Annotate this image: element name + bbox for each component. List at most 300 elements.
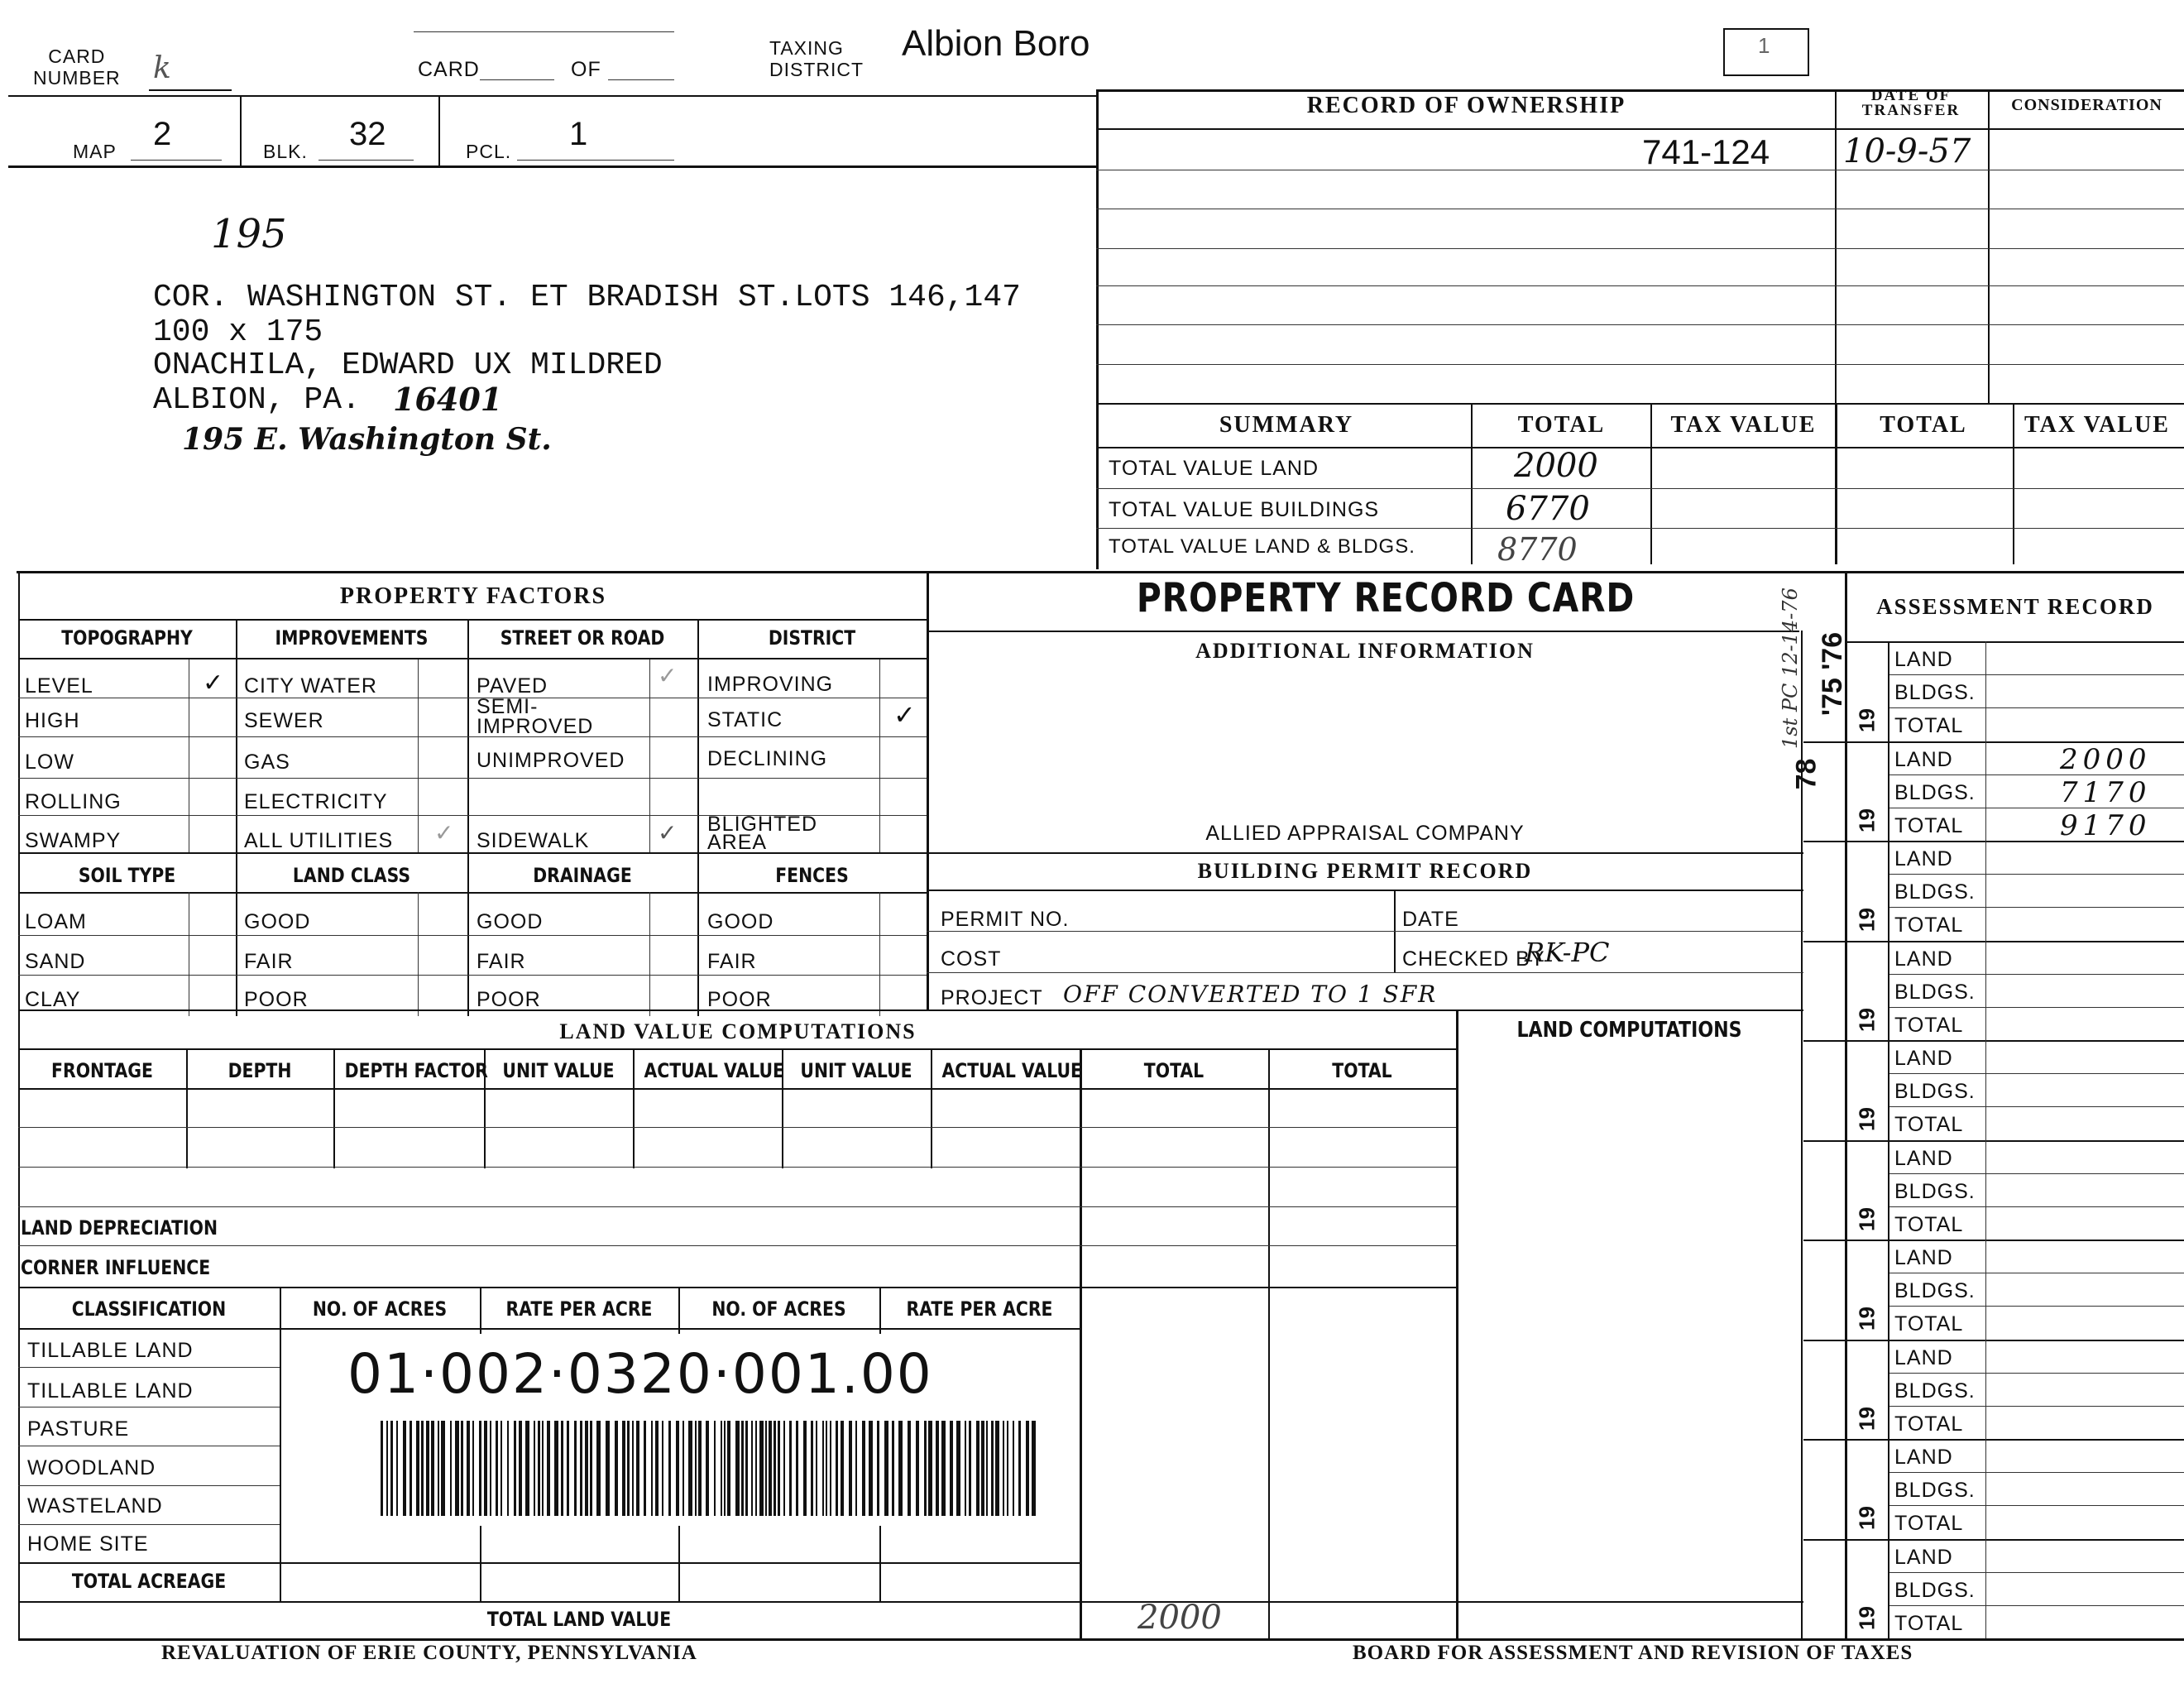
- assessment-row-rule: [1888, 1505, 2184, 1506]
- cls-row-wasteland: WASTELAND: [27, 1494, 163, 1518]
- corner-influence-label: CORNER INFLUENCE: [21, 1256, 211, 1279]
- cls-row-tillable-1: TILLABLE LAND: [27, 1339, 194, 1362]
- barcode-bar: [682, 1421, 684, 1516]
- map-row-top: [8, 95, 1096, 97]
- barcode-bar: [841, 1421, 844, 1516]
- barcode-bar: [590, 1421, 592, 1516]
- lv-header-rule: [18, 1088, 1456, 1090]
- total-acreage-label: TOTAL ACREAGE: [71, 1570, 227, 1593]
- barcode-bar: [986, 1421, 988, 1516]
- assessment-bldgs-label: BLDGS.: [1894, 1578, 1976, 1602]
- barcode-bar: [455, 1421, 459, 1516]
- assessment-row-rule: [1888, 1472, 2184, 1473]
- assessment-row-rule: [1888, 707, 2184, 708]
- assessment-bldgs-label: BLDGS.: [1894, 1279, 1976, 1302]
- ownership-row-5: [1096, 324, 2184, 325]
- lv-col-4: [633, 1048, 635, 1168]
- lv-col-8: [1268, 1048, 1270, 1638]
- summary-label-land-bldgs: TOTAL VALUE LAND & BLDGS.: [1109, 535, 1415, 558]
- barcode-bar: [778, 1421, 780, 1516]
- summary-row-2: [1096, 528, 2184, 529]
- assessment-total-label: TOTAL: [1894, 714, 1964, 737]
- barcode-bar: [627, 1421, 630, 1516]
- barcode-bar: [596, 1421, 601, 1516]
- barcode-bar: [438, 1421, 439, 1516]
- assessment-land-label: LAND: [1894, 847, 1953, 870]
- assessment-year-prefix: 19: [1854, 1107, 1880, 1131]
- cls-row-pasture: PASTURE: [27, 1417, 130, 1441]
- lv-row-3: [18, 1206, 1456, 1207]
- pcl-line: [517, 160, 674, 161]
- barcode-bar: [450, 1421, 452, 1516]
- factors-row-2: [18, 736, 927, 737]
- ownership-row-4: [1096, 285, 2184, 286]
- soil-check-2: [418, 892, 419, 1016]
- barcode-bar: [816, 1421, 817, 1516]
- permit-title-rule: [927, 890, 1803, 891]
- barcode-bar: [1026, 1421, 1029, 1516]
- land-value-title-rule: [18, 1048, 1456, 1050]
- assessment-row-rule: [1888, 1173, 2184, 1174]
- assessment-side-note: 1st PC 12-14-76: [1779, 587, 1802, 749]
- soil-row-1: [18, 935, 927, 936]
- impr-city-water: CITY WATER: [244, 674, 377, 698]
- barcode-bar: [525, 1421, 529, 1516]
- assessment-year-prefix: 19: [1854, 1406, 1880, 1431]
- assessment-land-value: 2000: [2060, 742, 2152, 776]
- cls-acres-2: NO. OF ACRES: [711, 1297, 846, 1321]
- assessment-row-rule: [1888, 1306, 2184, 1307]
- barcode-bar: [745, 1421, 748, 1516]
- building-permit-title: BUILDING PERMIT RECORD: [1197, 859, 1533, 883]
- map-divider-2: [438, 95, 440, 165]
- barcode-bar: [751, 1421, 753, 1516]
- permit-cost-label: COST: [941, 947, 1002, 971]
- assessment-row-rule: [1888, 674, 2184, 675]
- ownership-row-3: [1096, 248, 2184, 249]
- barcode-bar: [1013, 1421, 1014, 1516]
- assessment-total-label: TOTAL: [1894, 1312, 1964, 1336]
- barcode-bar: [381, 1421, 383, 1516]
- street-paved-check: ✓: [658, 662, 678, 689]
- barcode-bar: [496, 1421, 498, 1516]
- assessment-row-rule: [1888, 1605, 2184, 1606]
- barcode-bar: [796, 1421, 798, 1516]
- cls-row-tillable-2: TILLABLE LAND: [27, 1379, 194, 1403]
- improvements-header: IMPROVEMENTS: [275, 626, 429, 650]
- cls-row-rule-6: [18, 1562, 1080, 1564]
- parcel-id: 01·002·0320·001.00: [347, 1342, 933, 1406]
- district-declining: DECLINING: [707, 747, 828, 770]
- summary-title: SUMMARY: [1219, 412, 1354, 438]
- barcode-bar: [410, 1421, 412, 1516]
- barcode-bar: [554, 1421, 558, 1516]
- property-zip: 16401: [393, 381, 503, 418]
- property-line4: ALBION, PA.: [153, 382, 361, 418]
- summary-total-header: TOTAL: [1517, 412, 1606, 438]
- barcode-bar: [534, 1421, 535, 1516]
- impr-all-utilities: ALL UTILITIES: [244, 829, 394, 852]
- soil-sand: SAND: [25, 950, 86, 973]
- barcode-bar: [969, 1421, 971, 1516]
- soil-header: SOIL TYPE: [78, 864, 176, 887]
- assessment-year-prefix: 19: [1854, 908, 1880, 932]
- total-land-value-amount: 2000: [1138, 1599, 1222, 1637]
- land-class-header: LAND CLASS: [292, 864, 411, 887]
- barcode-bar: [403, 1421, 406, 1516]
- assessment-year-value: 78: [1790, 758, 1822, 789]
- assessment-block-rule: [1803, 1439, 2184, 1441]
- assessment-bldgs-label: BLDGS.: [1894, 1179, 1976, 1203]
- fences-header: FENCES: [775, 864, 849, 887]
- soil-row-2: [18, 975, 927, 976]
- fences-good: GOOD: [707, 910, 774, 933]
- summary-col-3: [1835, 403, 1837, 564]
- property-line3: ONACHILA, EDWARD UX MILDRED: [153, 348, 663, 383]
- summary-col-4: [2013, 403, 2014, 564]
- land-class-poor: POOR: [244, 988, 309, 1011]
- assessment-total-label: TOTAL: [1894, 1512, 1964, 1535]
- assessment-bldgs-label: BLDGS.: [1894, 980, 1976, 1004]
- factors-col-2: [467, 619, 469, 1016]
- assessment-row-rule: [1888, 1406, 2184, 1407]
- assessment-bldgs-value: 7170: [2060, 775, 2152, 809]
- factors-bottom: [18, 852, 927, 854]
- additional-info-company: ALLIED APPRAISAL COMPANY: [1205, 822, 1525, 845]
- assessment-row-rule: [1888, 1106, 2184, 1107]
- topo-high: HIGH: [25, 709, 80, 732]
- soil-check-4: [879, 892, 880, 1016]
- cls-row-home-site: HOME SITE: [27, 1532, 149, 1556]
- assessment-block-rule: [1803, 841, 2184, 842]
- factors-check-2: [418, 658, 419, 852]
- of-line: [608, 79, 674, 80]
- drainage-good: GOOD: [477, 910, 544, 933]
- total-land-value-label: TOTAL LAND VALUE: [486, 1608, 672, 1631]
- assessment-block-rule: [1803, 941, 2184, 942]
- barcode-bar: [668, 1421, 671, 1516]
- barcode-bar: [461, 1421, 463, 1516]
- barcode-bar: [995, 1421, 999, 1516]
- assessment-row-rule: [1888, 874, 2184, 875]
- pcl-value: 1: [569, 116, 588, 152]
- lv-row-2: [18, 1167, 1456, 1168]
- barcode-bar: [956, 1421, 960, 1516]
- box-field: [1723, 28, 1809, 76]
- footer-right: BOARD FOR ASSESSMENT AND REVISION OF TAXES: [1353, 1642, 1913, 1664]
- barcode-bar: [950, 1421, 953, 1516]
- barcode-bar: [606, 1421, 610, 1516]
- assessment-total-label: TOTAL: [1894, 1212, 1964, 1236]
- property-factors-title: PROPERTY FACTORS: [339, 583, 607, 609]
- land-class-good: GOOD: [244, 910, 311, 933]
- card-top-line: [414, 31, 674, 32]
- lv-col-frontage: FRONTAGE: [51, 1059, 153, 1082]
- street-unimproved: UNIMPROVED: [477, 749, 625, 772]
- factors-row-3: [18, 778, 927, 779]
- assessment-total-label: TOTAL: [1894, 813, 1964, 837]
- assessment-bldgs-label: BLDGS.: [1894, 1080, 1976, 1103]
- assessment-block-rule: [1803, 1040, 2184, 1042]
- assessment-total-label: TOTAL: [1894, 1013, 1964, 1037]
- permit-project-label: PROJECT: [941, 986, 1043, 1009]
- barcode-bar: [789, 1421, 792, 1516]
- ownership-bottom: [1096, 403, 2184, 405]
- barcode-bar: [724, 1421, 726, 1516]
- card-number-value: k: [153, 51, 171, 85]
- street-header: STREET OR ROAD: [500, 626, 665, 650]
- assessment-block-rule: [1803, 1140, 2184, 1142]
- barcode-bar: [421, 1421, 424, 1516]
- assessment-bldgs-label: BLDGS.: [1894, 1479, 1976, 1502]
- additional-info-title: ADDITIONAL INFORMATION: [1195, 639, 1535, 663]
- assessment-block-rule: [1803, 1539, 2184, 1541]
- assessment-year-prefix: 19: [1854, 1506, 1880, 1530]
- assessment-row-rule: [1888, 774, 2184, 775]
- barcode-bar: [567, 1421, 569, 1516]
- of-label: OF: [571, 58, 601, 81]
- barcode-bar: [644, 1421, 646, 1516]
- cls-row-rule-4: [18, 1485, 280, 1486]
- factors-col-3: [697, 619, 699, 1016]
- fences-fair: FAIR: [707, 950, 757, 973]
- map-line: [131, 160, 222, 161]
- barcode-bar: [662, 1421, 663, 1516]
- ownership-row-6: [1096, 364, 2184, 365]
- taxing-district-label: TAXING DISTRICT: [769, 37, 864, 80]
- footer-left: REVALUATION OF ERIE COUNTY, PENNSYLVANIA: [161, 1642, 697, 1664]
- impr-sewer: SEWER: [244, 709, 324, 732]
- barcode-bar: [490, 1421, 491, 1516]
- blk-value: 32: [349, 116, 386, 152]
- ownership-deed: 741-124: [1642, 132, 1770, 171]
- drainage-header: DRAINAGE: [533, 864, 632, 887]
- barcode-bar: [467, 1421, 470, 1516]
- assessment-total-value: 9170: [2060, 808, 2152, 842]
- barcode-bar: [941, 1421, 946, 1516]
- lv-col-unit-value-2: UNIT VALUE: [800, 1059, 912, 1082]
- lv-row-4: [18, 1245, 1456, 1246]
- barcode-bar: [500, 1421, 502, 1516]
- assessment-total-label: TOTAL: [1894, 1113, 1964, 1136]
- barcode-bar: [396, 1421, 398, 1516]
- barcode-bar: [1003, 1421, 1004, 1516]
- assessment-row-rule: [1888, 1572, 2184, 1573]
- ownership-col-2: [1988, 89, 1990, 404]
- land-depreciation-label: LAND DEPRECIATION: [21, 1216, 218, 1240]
- pcl-label: PCL.: [466, 141, 512, 162]
- assessment-col-2: [1985, 641, 1986, 1638]
- assessment-land-label: LAND: [1894, 1047, 1953, 1070]
- lv-col-2: [333, 1048, 335, 1168]
- barcode-bar: [869, 1421, 873, 1516]
- topo-low: LOW: [25, 750, 74, 774]
- soil-check-3: [649, 892, 650, 1016]
- factors-right-border: [927, 571, 929, 1009]
- land-class-fair: FAIR: [244, 950, 294, 973]
- factors-title-rule: [18, 619, 927, 621]
- barcode-bar: [636, 1421, 639, 1516]
- barcode-bar: [615, 1421, 618, 1516]
- street-sidewalk-check: ✓: [658, 819, 678, 846]
- barcode-bar: [622, 1421, 625, 1516]
- lv-row-5: [18, 1287, 1456, 1288]
- permit-row-2: [927, 972, 1803, 973]
- summary-label-land: TOTAL VALUE LAND: [1109, 457, 1320, 480]
- main-section-top: [17, 571, 2184, 573]
- impr-gas: GAS: [244, 750, 290, 774]
- barcode-bar: [765, 1421, 767, 1516]
- barcode-bar: [991, 1421, 994, 1516]
- summary-header-rule: [1096, 447, 2184, 448]
- barcode-bar: [877, 1421, 879, 1516]
- barcode-bar: [836, 1421, 838, 1516]
- assessment-bldgs-label: BLDGS.: [1894, 1379, 1976, 1403]
- lv-col-7: [1080, 1048, 1082, 1638]
- assessment-row-rule: [1888, 1373, 2184, 1374]
- barcode-bar: [519, 1421, 522, 1516]
- soil-header-rule: [18, 892, 927, 894]
- barcode-bar: [849, 1421, 852, 1516]
- house-number: 195: [211, 211, 287, 257]
- barcode-bar: [811, 1421, 813, 1516]
- barcode-bar: [676, 1421, 679, 1516]
- assessment-left-border: [1845, 571, 1847, 1638]
- barcode-bar: [655, 1421, 659, 1516]
- assessment-land-label: LAND: [1894, 648, 1953, 671]
- barcode-bar: [706, 1421, 709, 1516]
- lv-col-total-1: TOTAL: [1143, 1059, 1205, 1082]
- parcel-sticker: [281, 1334, 1075, 1526]
- barcode-bar: [632, 1421, 634, 1516]
- top-right-rule: [1096, 89, 2184, 92]
- street-paved: PAVED: [477, 674, 548, 698]
- addinfo-bottom: [927, 852, 1803, 854]
- barcode-bar: [928, 1421, 932, 1516]
- lv-col-depth-factor: DEPTH FACTOR: [344, 1059, 488, 1082]
- barcode-bar: [651, 1421, 653, 1516]
- fences-poor: POOR: [707, 988, 772, 1011]
- topo-rolling: ROLLING: [25, 790, 122, 813]
- ownership-title: RECORD OF OWNERSHIP: [1306, 93, 1626, 118]
- barcode-bar: [783, 1421, 785, 1516]
- property-address-handwritten: 195 E. Washington St.: [182, 422, 552, 457]
- assessment-year-prefix: 19: [1854, 1307, 1880, 1331]
- topo-level-check: ✓: [203, 669, 224, 698]
- district-blighted: BLIGHTED AREA: [707, 813, 818, 854]
- barcode-bar: [981, 1421, 984, 1516]
- property-line2: 100 x 175: [153, 314, 323, 350]
- assessment-year-prefix: 19: [1854, 708, 1880, 732]
- barcode-bar: [479, 1421, 481, 1516]
- taxing-district-value: Albion Boro: [902, 23, 1090, 64]
- assessment-land-label: LAND: [1894, 747, 1953, 771]
- summary-total-header-2: TOTAL: [1880, 412, 1967, 438]
- assessment-title-rule: [1846, 641, 2184, 643]
- summary-total-land: 2000: [1514, 447, 1598, 485]
- assessment-total-label: TOTAL: [1894, 1611, 1964, 1635]
- summary-row-1: [1096, 488, 2184, 489]
- permit-project-value: OFF CONVERTED TO 1 SFR: [1063, 981, 1438, 1008]
- permit-bottom: [18, 1009, 1803, 1011]
- map-label: MAP: [73, 141, 117, 162]
- barcode-bar: [803, 1421, 807, 1516]
- barcode-bar: [484, 1421, 487, 1516]
- permit-date-label: DATE: [1402, 908, 1459, 931]
- map-row-bottom: [8, 165, 1096, 168]
- blk-line: [318, 160, 414, 161]
- barcode-bar: [386, 1421, 388, 1516]
- ownership-date-header: DATE OF TRANSFER: [1861, 87, 1961, 119]
- blk-label: BLK.: [263, 141, 308, 162]
- barcode-bar: [507, 1421, 509, 1516]
- summary-label-buildings: TOTAL VALUE BUILDINGS: [1109, 498, 1380, 521]
- cls-row-rule-5: [18, 1524, 280, 1525]
- ownership-left-rule: [1096, 89, 1099, 569]
- lv-col-total-2: TOTAL: [1332, 1059, 1392, 1082]
- land-comp-right-border: [1801, 1009, 1803, 1638]
- summary-total-land-bldgs: 8770: [1497, 531, 1578, 568]
- factors-header-rule: [18, 658, 927, 659]
- assessment-total-label: TOTAL: [1894, 914, 1964, 937]
- barcode-bar: [472, 1421, 474, 1516]
- card-number-label: CARD NUMBER: [33, 46, 121, 89]
- barcode-bar: [1007, 1421, 1008, 1516]
- cls-header-rule: [18, 1328, 1080, 1330]
- soil-loam: LOAM: [25, 910, 87, 933]
- barcode-bar: [759, 1421, 764, 1516]
- barcode-bar: [390, 1421, 393, 1516]
- barcode-bar: [514, 1421, 516, 1516]
- total-acreage-bottom: [18, 1601, 1803, 1603]
- assessment-row-rule: [1888, 1073, 2184, 1074]
- factors-check-4: [879, 658, 880, 852]
- district-improving: IMPROVING: [707, 673, 834, 696]
- barcode-bar: [774, 1421, 776, 1516]
- lv-col-actual-value-1: ACTUAL VALUE: [644, 1059, 784, 1082]
- box-value: 1: [1758, 33, 1770, 58]
- topo-swampy: SWAMPY: [25, 829, 122, 852]
- impr-all-utilities-check: ✓: [434, 819, 454, 846]
- summary-tax-header: TAX VALUE: [1670, 412, 1817, 438]
- ownership-consideration-header: CONSIDERATION: [2011, 96, 2162, 114]
- ownership-date: 10-9-57: [1843, 132, 1971, 170]
- summary-tax-header-2: TAX VALUE: [2024, 412, 2170, 438]
- lv-col-1: [186, 1048, 188, 1168]
- assessment-land-label: LAND: [1894, 1545, 1953, 1569]
- land-comp-left-border: [1456, 1009, 1458, 1638]
- barcode-bar: [547, 1421, 550, 1516]
- assessment-bldgs-label: BLDGS.: [1894, 681, 1976, 704]
- cls-header: CLASSIFICATION: [71, 1297, 227, 1321]
- assessment-year-prefix: 19: [1854, 1605, 1880, 1630]
- ownership-header-rule: [1096, 128, 2184, 130]
- map-value: 2: [153, 116, 172, 152]
- card-label: CARD: [418, 58, 480, 81]
- card-number-line: [149, 89, 232, 91]
- assessment-year-prefix: 19: [1854, 1007, 1880, 1032]
- card-title: PROPERTY RECORD CARD: [1136, 575, 1636, 621]
- barcode-bar: [855, 1421, 857, 1516]
- lv-col-6: [931, 1048, 932, 1168]
- barcode-bar: [862, 1421, 865, 1516]
- barcode-bar: [688, 1421, 692, 1516]
- card-title-rule: [927, 631, 1799, 632]
- permit-checked-label: CHECKED BY: [1402, 947, 1545, 971]
- barcode-bar: [426, 1421, 429, 1516]
- barcode-bar: [898, 1421, 903, 1516]
- assessment-row-rule: [1888, 907, 2184, 908]
